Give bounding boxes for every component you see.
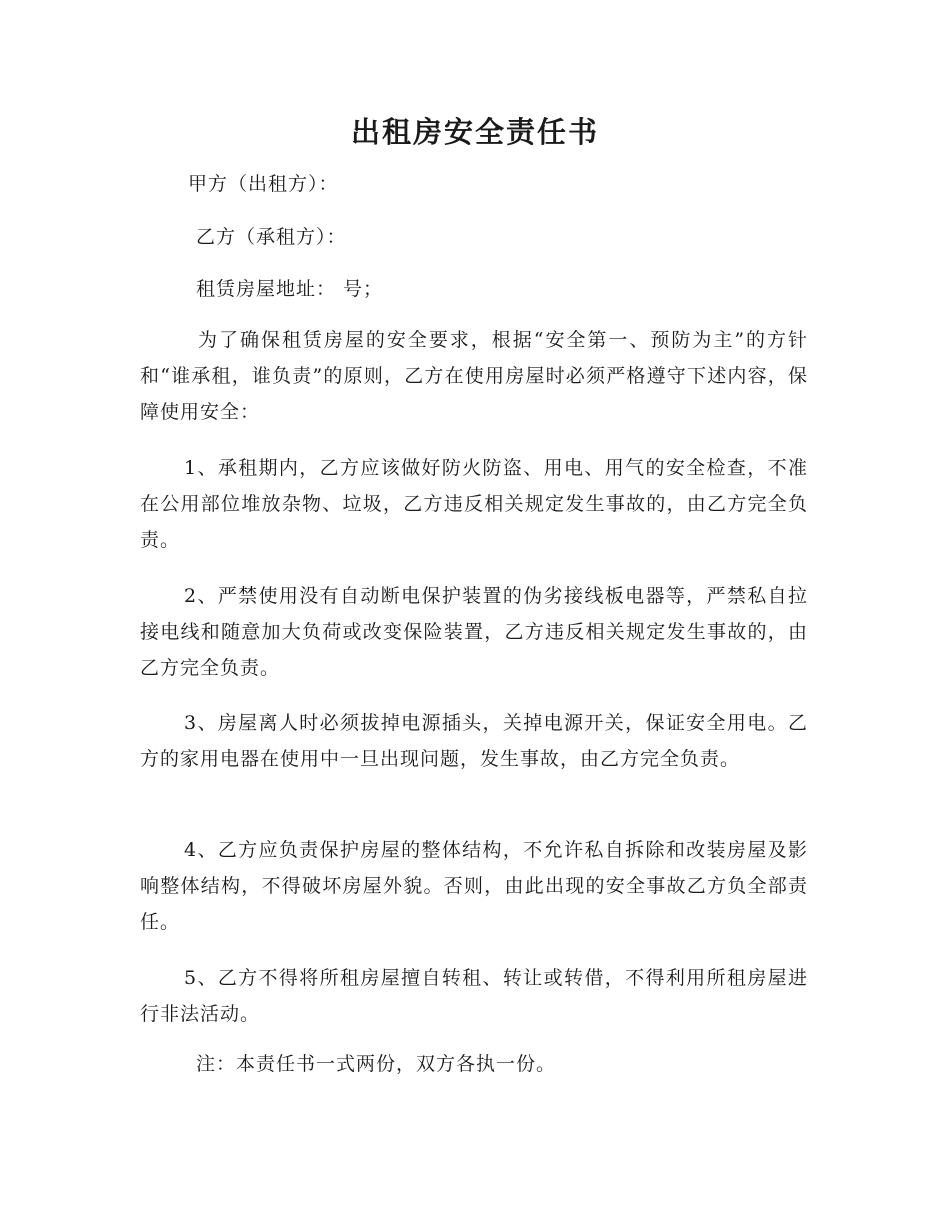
clause-1: 1、承租期内，乙方应该做好防火防盗、用电、用气的安全检查，不准在公用部位堆放杂物、垃圾，乙方违反相关规定发生事故的，由乙方完全负责。 (140, 457, 808, 551)
clause-4: 4、乙方应负责保护房屋的整体结构，不允许私自拆除和改装房屋及影响整体结构，不得破坏房屋外貌。否则，由此出现的安全事故乙方负全部责任。 (140, 839, 808, 933)
clause-2: 2、严禁使用没有自动断电保护装置的伪劣接线板电器等，严禁私自拉接电线和随意加大负荷或改变保险装置，乙方违反相关规定发生事故的，由乙方完全负责。 (140, 585, 808, 679)
party-a-line: 甲方（出租方）： (188, 173, 339, 195)
party-b-line: 乙方（承租方）： (196, 226, 347, 248)
clause-5: 5、乙方不得将所租房屋擅自转租、转让或转借，不得利用所租房屋进行非法活动。 (140, 967, 808, 1025)
note-line: 注：本责任书一式两份，双方各执一份。 (196, 1053, 557, 1075)
address-line: 租赁房屋地址： 号； (196, 278, 384, 300)
clause-3: 3、房屋离人时必须拔掉电源插头，关掉电源开关，保证安全用电。乙方的家用电器在使用中一旦出现问题，发生事故，由乙方完全负责。 (140, 712, 808, 770)
intro-paragraph: 为了确保租赁房屋的安全要求，根据“安全第一、预防为主”的方针和“谁承租，谁负责”的原则，乙方在使用房屋时必须严格遵守下述内容，保障使用安全： (140, 329, 808, 423)
document-title: 出租房安全责任书 (350, 115, 599, 149)
